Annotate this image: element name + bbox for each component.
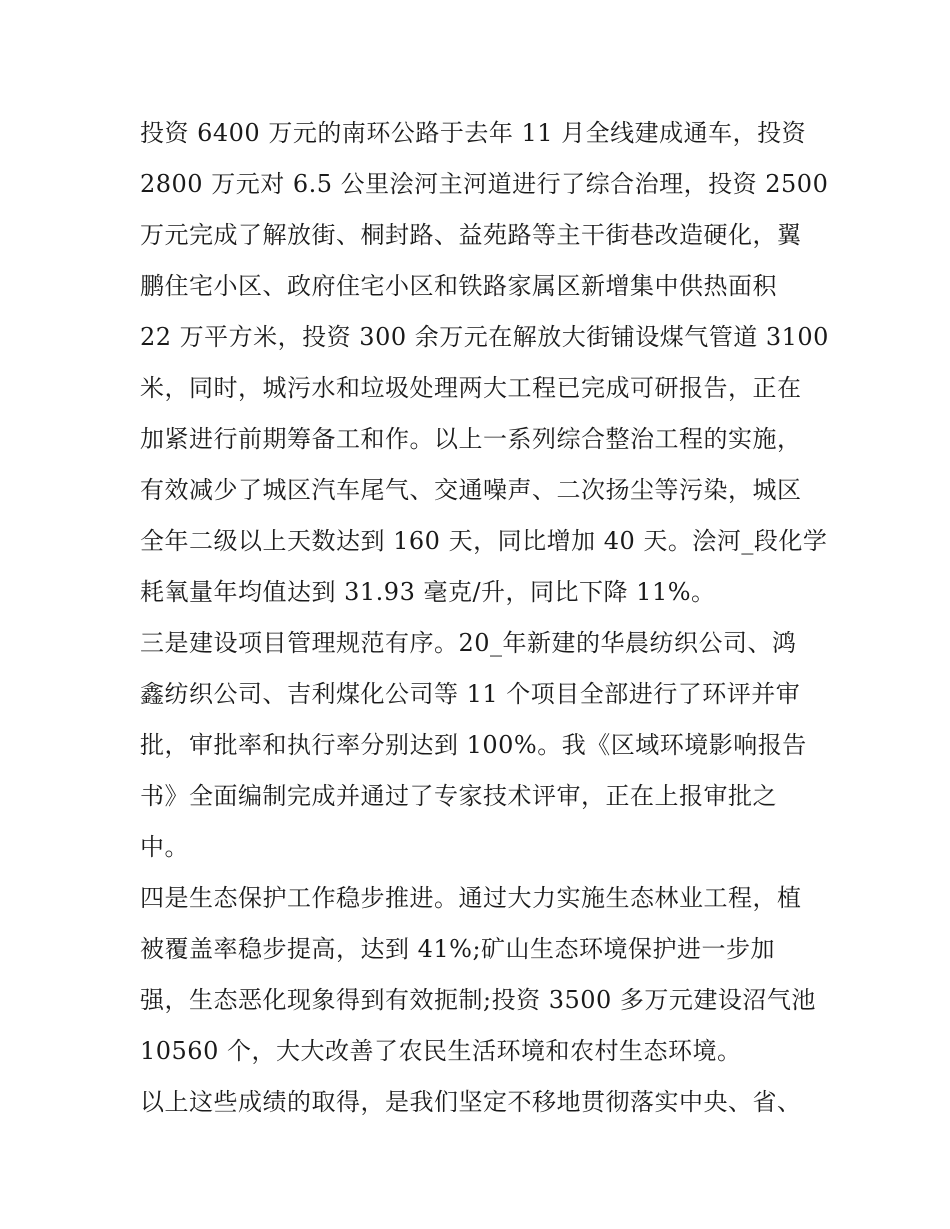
paragraph-start-line: 四是生态保护工作稳步推进。通过大力实施生态林业工程，植 bbox=[140, 884, 802, 912]
document-body bbox=[140, 108, 829, 1128]
text-line: 22 万平方米，投资 300 余万元在解放大街铺设煤气管道 3100 bbox=[140, 323, 829, 351]
text-line: 投资 6400 万元的南环公路于去年 11 月全线建成通车，投资 bbox=[140, 119, 807, 147]
text-line: 米，同时，城污水和垃圾处理两大工程已完成可研报告，正在 bbox=[140, 374, 802, 402]
text-line: 鑫纺织公司、吉利煤化公司等 11 个项目全部进行了环评并审 bbox=[140, 680, 801, 708]
paragraph-start-line: 三是建设项目管理规范有序。20_年新建的华晨纺织公司、鸿 bbox=[140, 629, 797, 657]
text-line: 10560 个，大大改善了农民生活环境和农村生态环境。 bbox=[140, 1037, 742, 1065]
text-line: 被覆盖率稳步提高，达到 41%;矿山生态环境保护进一步加 bbox=[140, 935, 776, 963]
text-line: 鹏住宅小区、政府住宅小区和铁路家属区新增集中供热面积 bbox=[140, 272, 777, 300]
paragraph-start-line: 以上这些成绩的取得，是我们坚定不移地贯彻落实中央、省、 bbox=[140, 1088, 802, 1116]
text-line: 有效减少了城区汽车尾气、交通噪声、二次扬尘等污染，城区 bbox=[140, 476, 802, 504]
text-line: 加紧进行前期筹备工和作。以上一系列综合整治工程的实施， bbox=[140, 425, 802, 453]
text-line: 全年二级以上天数达到 160 天，同比增加 40 天。浍河_段化学 bbox=[140, 527, 828, 555]
text-line: 中。 bbox=[140, 833, 189, 861]
text-line: 万元完成了解放街、桐封路、益苑路等主干街巷改造硬化，翼 bbox=[140, 221, 802, 249]
text-line: 批，审批率和执行率分别达到 100%。我《区域环境影响报告 bbox=[140, 731, 807, 759]
text-line: 耗氧量年均值达到 31.93 毫克/升，同比下降 11%。 bbox=[140, 578, 716, 606]
text-line: 书》全面编制完成并通过了专家技术评审，正在上报审批之 bbox=[140, 782, 777, 810]
text-line: 2800 万元对 6.5 公里浍河主河道进行了综合治理，投资 2500 bbox=[140, 170, 829, 198]
text-line: 强，生态恶化现象得到有效扼制;投资 3500 多万元建设沼气池 bbox=[140, 986, 816, 1014]
